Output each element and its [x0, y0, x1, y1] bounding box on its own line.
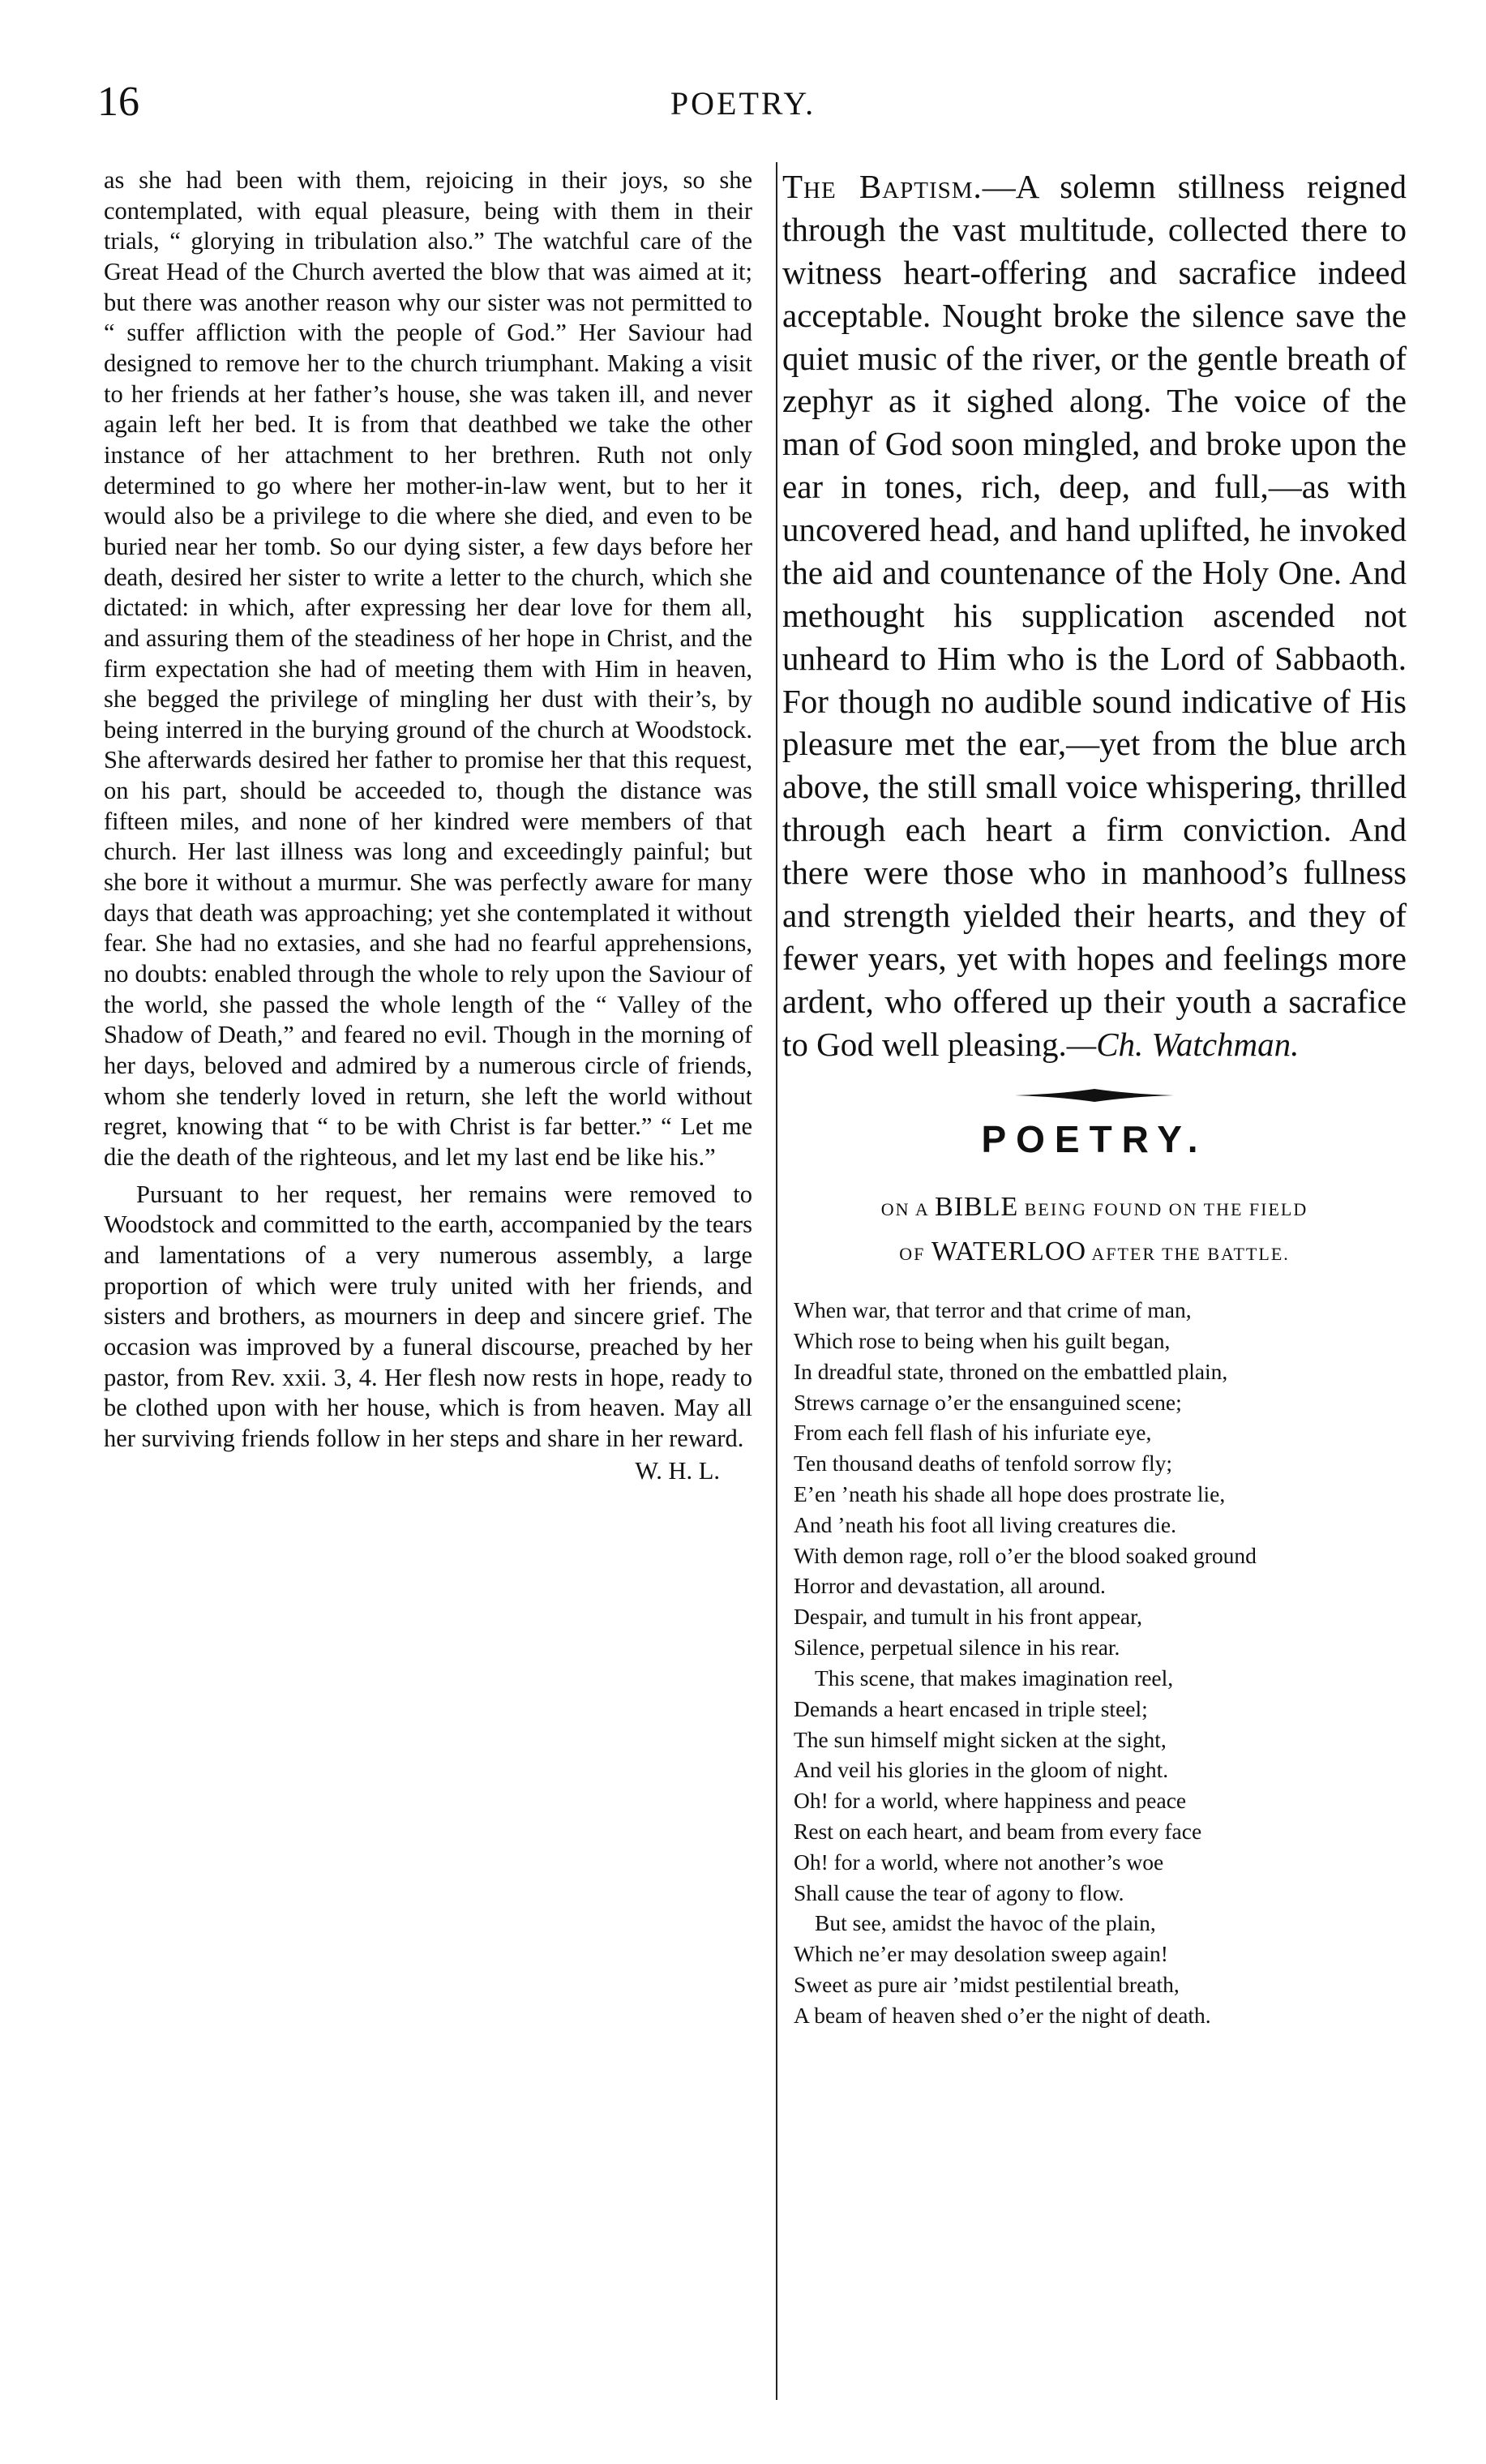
baptism-paragraph — [782, 165, 1407, 1065]
poem-line: And ’neath his foot all living creatures die. — [794, 1511, 1176, 1537]
baptism-title: The Baptism. — [782, 168, 983, 205]
poem-title-part: BIBLE — [935, 1192, 1019, 1223]
poem-line: Despair, and tumult in his front appear, — [794, 1604, 1143, 1630]
poem-line: Silence, perpetual silence in his rear. — [794, 1635, 1120, 1661]
poem-title-part: BEING FOUND ON THE FIELD — [1018, 1199, 1308, 1220]
poem-line: Rest on each heart, and beam from every face — [794, 1818, 1202, 1844]
poem-title — [782, 1185, 1407, 1274]
poem-title-line-1 — [782, 1185, 1407, 1229]
poem-line: Strews carnage o’er the ensanguined scene; — [794, 1389, 1182, 1415]
poetry-heading: POETRY. — [981, 1118, 1208, 1161]
author-signature: W. H. L. — [635, 1456, 720, 1485]
poem-line: The sun himself might sicken at the sight, — [794, 1726, 1167, 1752]
right-column — [782, 165, 1407, 2031]
poem-title-part: WATERLOO — [931, 1236, 1087, 1266]
poem-line: With demon rage, roll o’er the blood soaked ground — [794, 1542, 1257, 1568]
poem-line: In dreadful state, throned on the embattled plain, — [794, 1358, 1228, 1384]
poem-line: But see, amidst the havoc of the plain, — [815, 1910, 1156, 1936]
poem-line: Which rose to being when his guilt began, — [794, 1327, 1171, 1353]
poem-line: When war, that terror and that crime of man, — [794, 1297, 1192, 1323]
poem-line: Ten thousand deaths of tenfold sorrow fly; — [794, 1451, 1173, 1476]
poem-line: Oh! for a world, where not another’s woe — [794, 1849, 1164, 1875]
baptism-text: —A solemn stillness reigned through the vast multitude, collected there to witness heart-offering and sacrafice indeed acceptable. Nought broke the silence save the quiet music of the river, or the gentle breath of zephyr as it sighed along. The voice of the man of God soon mingled, and broke upon the ear in tones, rich, deep, and full,—as with uncovered head, and hand uplifted, he invoked the aid and countenance of the Holy One. And methought his supplication ascended not unheard to Him who is the Lord of Sabbaoth. For though no audible sound indicative of His pleasure met the ear,—yet from the blue arch above, the still small voice whispering, thrilled through each heart a firm conviction. And there were those who in manhood’s fullness and strength yielded their hearts, and they of fewer years, yet with hopes and feelings more ardent, who offered up their youth a sacrafice to God well pleasing. — [782, 168, 1407, 1063]
poem-title-line-2 — [782, 1230, 1407, 1274]
column-divider — [776, 162, 777, 2400]
poem-line: E’en ’neath his shade all hope does prostrate lie, — [794, 1481, 1226, 1507]
poem-line: And veil his glories in the gloom of night. — [794, 1757, 1169, 1783]
ornament-divider-icon — [1013, 1086, 1176, 1104]
poem-line: Horror and devastation, all around. — [794, 1573, 1106, 1599]
page-number: 16 — [97, 79, 139, 125]
poem-line: Oh! for a world, where happiness and peace — [794, 1788, 1187, 1814]
poem-title-part: AFTER THE BATTLE. — [1086, 1243, 1290, 1264]
poem-title-part: OF — [899, 1243, 931, 1264]
poem-line: Which ne’er may desolation sweep again! — [794, 1941, 1168, 1967]
poem-line: This scene, that makes imagination reel, — [815, 1665, 1174, 1691]
left-paragraph-2: Pursuant to her request, her remains were removed to Woodstock and committed to the earth, accompanied by the tears and lamentations of a very numerous assembly, a large proportion of which were truly united with her friends, and sisters and brothers, as mourners in deep and sincere grief. The occasion was improved by a funeral discourse, preached by her pastor, from Rev. xxii. 3, 4. Her flesh now rests in hope, ready to be clothed upon with her house, which is from heaven. May all her surviving friends follow in her steps and share in her reward. — [104, 1180, 752, 1452]
left-column — [104, 165, 752, 1486]
baptism-source: —Ch. Watchman. — [1066, 1025, 1300, 1063]
poem-line: Sweet as pure air ’midst pestilential breath, — [794, 1972, 1180, 1998]
poem-line: Demands a heart encased in triple steel; — [794, 1695, 1148, 1721]
page-header — [97, 78, 1389, 135]
poem-line: A beam of heaven shed o’er the night of death. — [794, 2002, 1211, 2028]
poem-body — [782, 1295, 1407, 2031]
poem-line: Shall cause the tear of agony to flow. — [794, 1879, 1124, 1905]
poem-line: From each fell flash of his infuriate eye, — [794, 1420, 1152, 1446]
running-head: POETRY. — [670, 85, 816, 122]
poem-title-part: ON A — [880, 1199, 936, 1220]
left-paragraph-1: as she had been with them, rejoicing in their joys, so she contemplated, with equal pleasure, being with them in their trials, “ glorying in tribulation also.” The watchful care of the Great Head of the Church averted the blow that was aimed at it; but there was another reason why our sister was not permitted to “ suffer affliction with the people of God.” Her Saviour had designed to remove her to the church triumphant. Making a visit to her friends at her father’s house, she was taken ill, and never again left her bed. It is from that deathbed we take the other instance of her attachment to her brethren. Ruth not only determined to go where her mother-in-law went, but to her it would also be a privilege to die where she died, and even to be buried near her tomb. So our dying sister, a few days before her death, desired her sister to write a letter to the church, which she dictated: in which, after expressing her dear love for them all, and assuring them of the steadiness of her hope in Christ, and the firm expectation she had of meeting them with Him in heaven, she begged the privilege of mingling her dust with their’s, by being interred in the burying ground of the church at Woodstock. She afterwards desired her father to promise her that this request, on his part, should be acceeded to, though the distance was fifteen miles, and none of her kindred were members of that church. Her last illness was long and exceedingly painful; but she bore it without a murmur. She was perfectly aware for many days that death was approaching; yet she contemplated it without fear. She had no extasies, and she had no fearful apprehensions, no doubts: enabled through the whole to rely upon the Saviour of the world, she passed the whole length of the “ Valley of the Shadow of Death,” and feared no evil. Though in the morning of her days, beloved and admired by a numerous circle of friends, whom she tenderly loved in return, she left the world without regret, knowing that “ to be with Christ is far better.” “ Let me die the death of the righteous, and let my last end be like his.” — [104, 166, 752, 1171]
